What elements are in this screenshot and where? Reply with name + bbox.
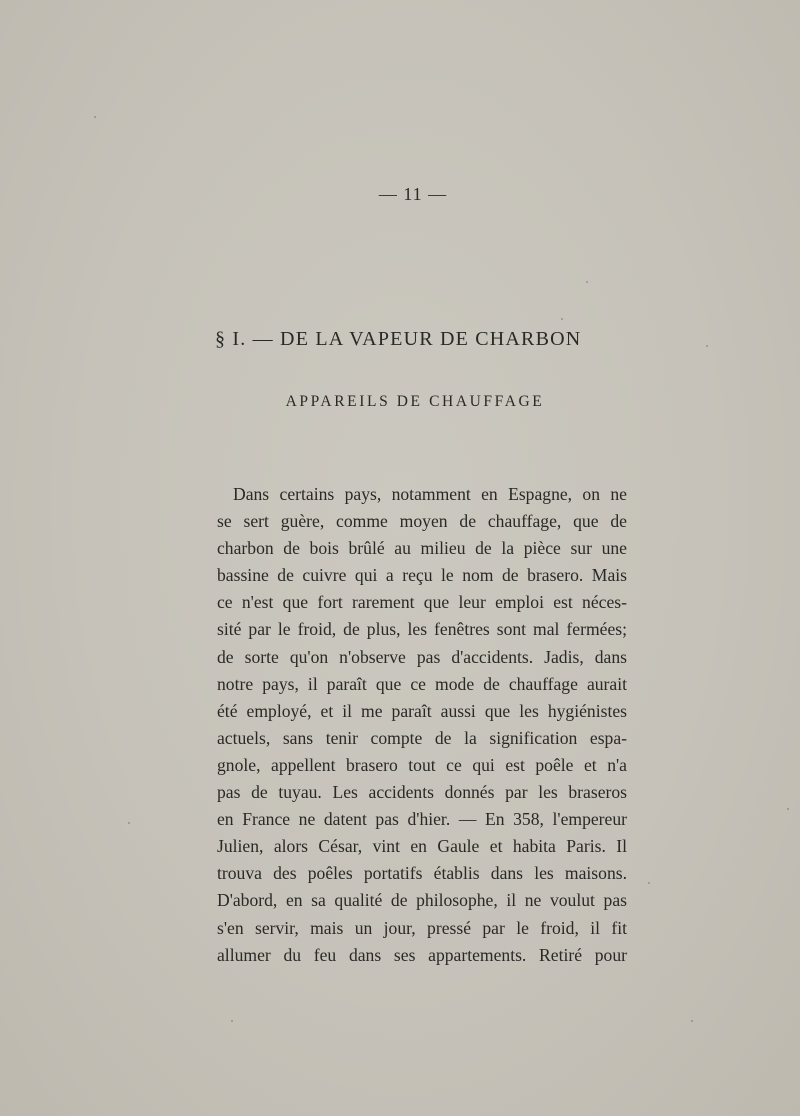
text-line: pas de tuyau. Les accidents donnés par les braseros <box>217 782 627 803</box>
text-line: Julien, alors César, vint en Gaule et habita Paris. Il <box>217 836 627 857</box>
paper-speck <box>787 808 789 810</box>
section-heading: § I. — DE LA VAPEUR DE CHARBON <box>215 328 582 350</box>
text-line: notre pays, il paraît que ce mode de chauffage aurait <box>217 673 627 694</box>
page-number: — 11 — <box>378 184 448 204</box>
paper-speck <box>691 1020 693 1022</box>
text-line: été employé, et il me paraît aussi que les hygiénistes <box>217 700 627 721</box>
text-line: Dans certains pays, notamment en Espagne, on ne <box>233 484 627 504</box>
text-line: trouva des poêles portatifs établis dans les maisons. <box>217 863 627 884</box>
text-line: charbon de bois brûlé au milieu de la pièce sur une <box>217 538 627 559</box>
text-line: ce n'est que fort rarement que leur emploi est néces- <box>217 592 627 613</box>
paper-speck <box>231 1020 233 1022</box>
text-line: sité par le froid, de plus, les fenêtres sont mal fermées; <box>217 619 627 640</box>
body-paragraph <box>217 481 627 969</box>
text-line: D'abord, en sa qualité de philosophe, il ne voulut pas <box>217 890 627 911</box>
text-line: s'en servir, mais un jour, pressé par le froid, il fit <box>217 917 627 938</box>
text-line: se sert guère, comme moyen de chauffage, que de <box>217 511 627 532</box>
paper-speck <box>706 345 708 347</box>
text-line: allumer du feu dans ses appartements. Retiré pour <box>217 944 627 965</box>
text-line: en France ne datent pas d'hier. — En 358, l'empereur <box>217 809 627 830</box>
text-line: actuels, sans tenir compte de la signification espa- <box>217 727 627 748</box>
section-subheading: APPAREILS DE CHAUFFAGE <box>285 393 545 410</box>
paper-speck <box>128 822 130 824</box>
text-line: de sorte qu'on n'observe pas d'accidents. Jadis, dans <box>217 646 627 667</box>
paper-speck <box>648 882 650 884</box>
paper-speck <box>586 281 588 283</box>
text-line: bassine de cuivre qui a reçu le nom de brasero. Mais <box>217 565 627 586</box>
paper-speck <box>561 318 563 320</box>
text-line: gnole, appellent brasero tout ce qui est poêle et n'a <box>217 754 627 775</box>
paper-speck <box>94 116 96 118</box>
